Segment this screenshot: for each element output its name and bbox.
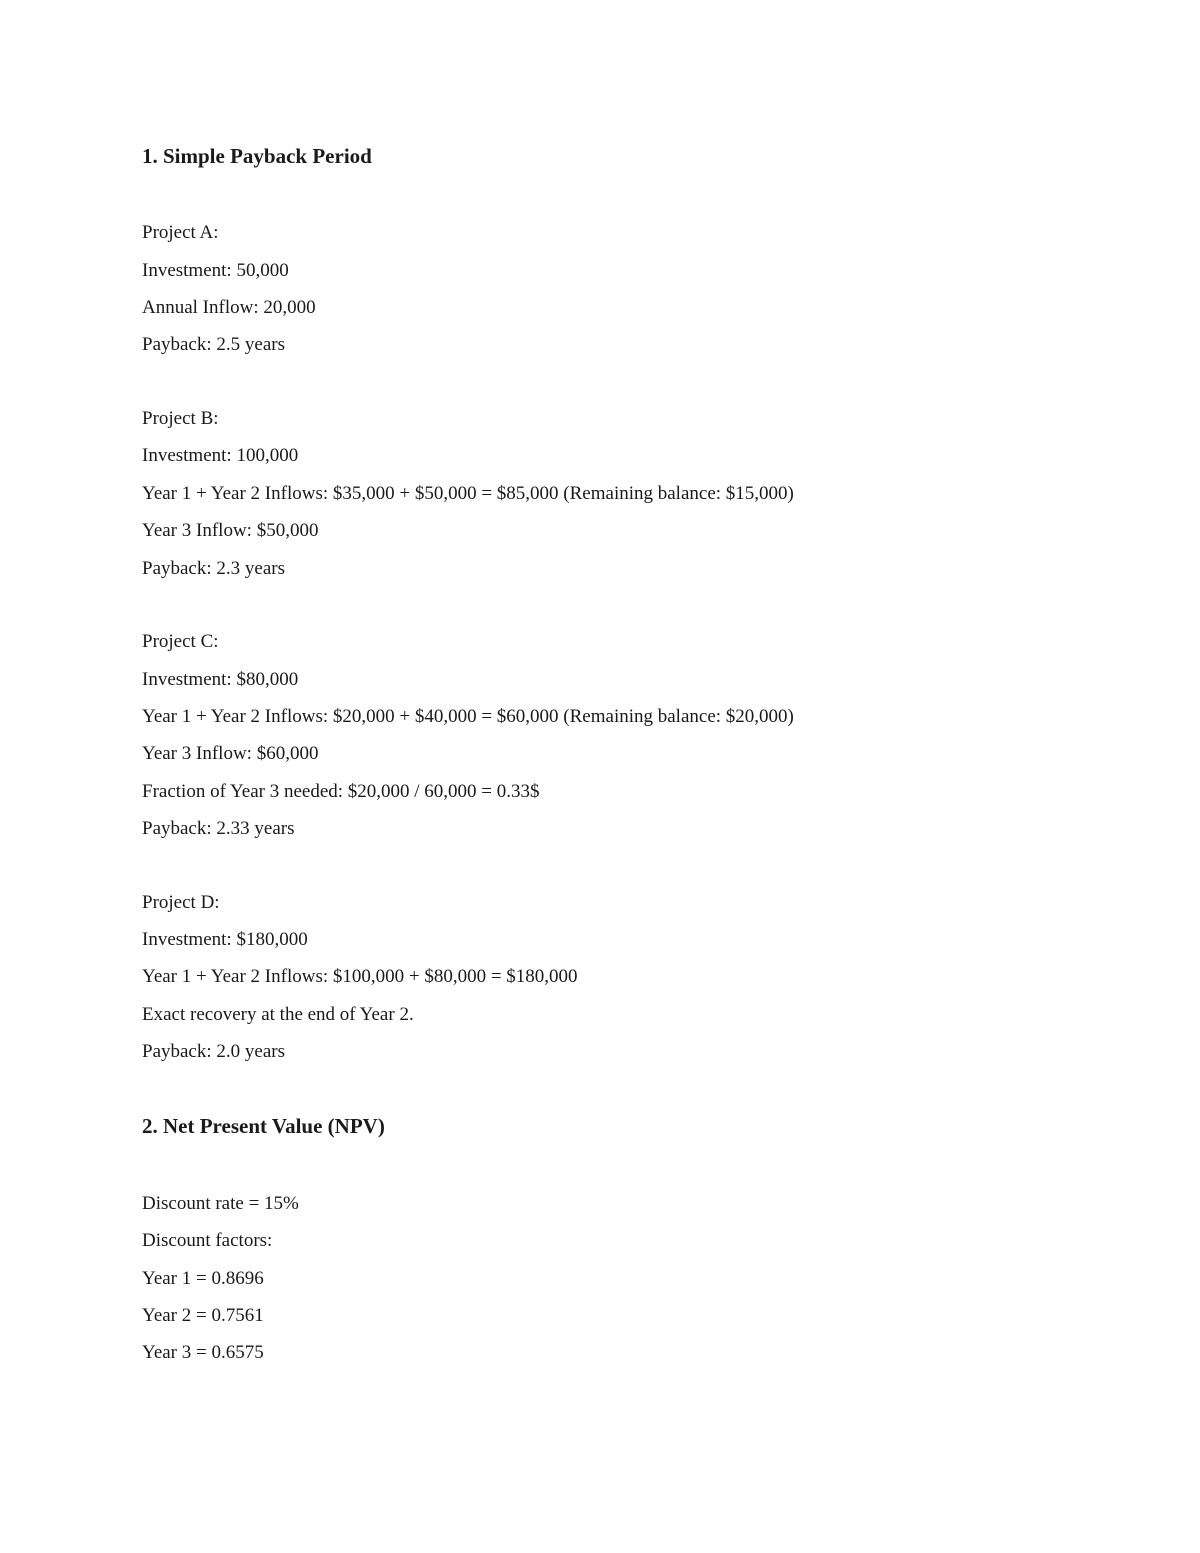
- project-a-payback: Payback: 2.5 years: [142, 334, 285, 355]
- project-c-fraction: Fraction of Year 3 needed: $20,000 / 60,000 = 0.33$: [142, 781, 540, 802]
- project-c-investment: Investment: $80,000: [142, 669, 299, 690]
- project-a-title: Project A:: [142, 222, 219, 243]
- project-b-title: Project B:: [142, 408, 219, 429]
- project-c-title: Project C:: [142, 631, 219, 652]
- npv-discount-factors-label: Discount factors:: [142, 1230, 273, 1251]
- project-d-recovery-note: Exact recovery at the end of Year 2.: [142, 1004, 414, 1025]
- npv-discount-rate: Discount rate = 15%: [142, 1193, 299, 1214]
- project-b-year3-inflow: Year 3 Inflow: $50,000: [142, 520, 319, 541]
- project-d-title: Project D:: [142, 892, 220, 913]
- npv-factor-year2: Year 2 = 0.7561: [142, 1305, 264, 1326]
- project-b-year12-inflows: Year 1 + Year 2 Inflows: $35,000 + $50,000 = $85,000 (Remaining balance: $15,000): [142, 483, 794, 504]
- npv-factor-year3: Year 3 = 0.6575: [142, 1342, 264, 1363]
- section-heading-npv: 2. Net Present Value (NPV): [142, 1114, 385, 1138]
- project-c-payback: Payback: 2.33 years: [142, 818, 295, 839]
- project-a-investment: Investment: 50,000: [142, 260, 289, 281]
- project-c-year3-inflow: Year 3 Inflow: $60,000: [142, 743, 319, 764]
- project-b-payback: Payback: 2.3 years: [142, 558, 285, 579]
- section-heading-payback: 1. Simple Payback Period: [142, 144, 372, 168]
- project-c-year12-inflows: Year 1 + Year 2 Inflows: $20,000 + $40,000 = $60,000 (Remaining balance: $20,000): [142, 706, 794, 727]
- project-b-investment: Investment: 100,000: [142, 445, 299, 466]
- project-d-year12-inflows: Year 1 + Year 2 Inflows: $100,000 + $80,000 = $180,000: [142, 966, 578, 987]
- project-a-inflow: Annual Inflow: 20,000: [142, 297, 316, 318]
- project-d-payback: Payback: 2.0 years: [142, 1041, 285, 1062]
- npv-factor-year1: Year 1 = 0.8696: [142, 1268, 264, 1289]
- project-d-investment: Investment: $180,000: [142, 929, 308, 950]
